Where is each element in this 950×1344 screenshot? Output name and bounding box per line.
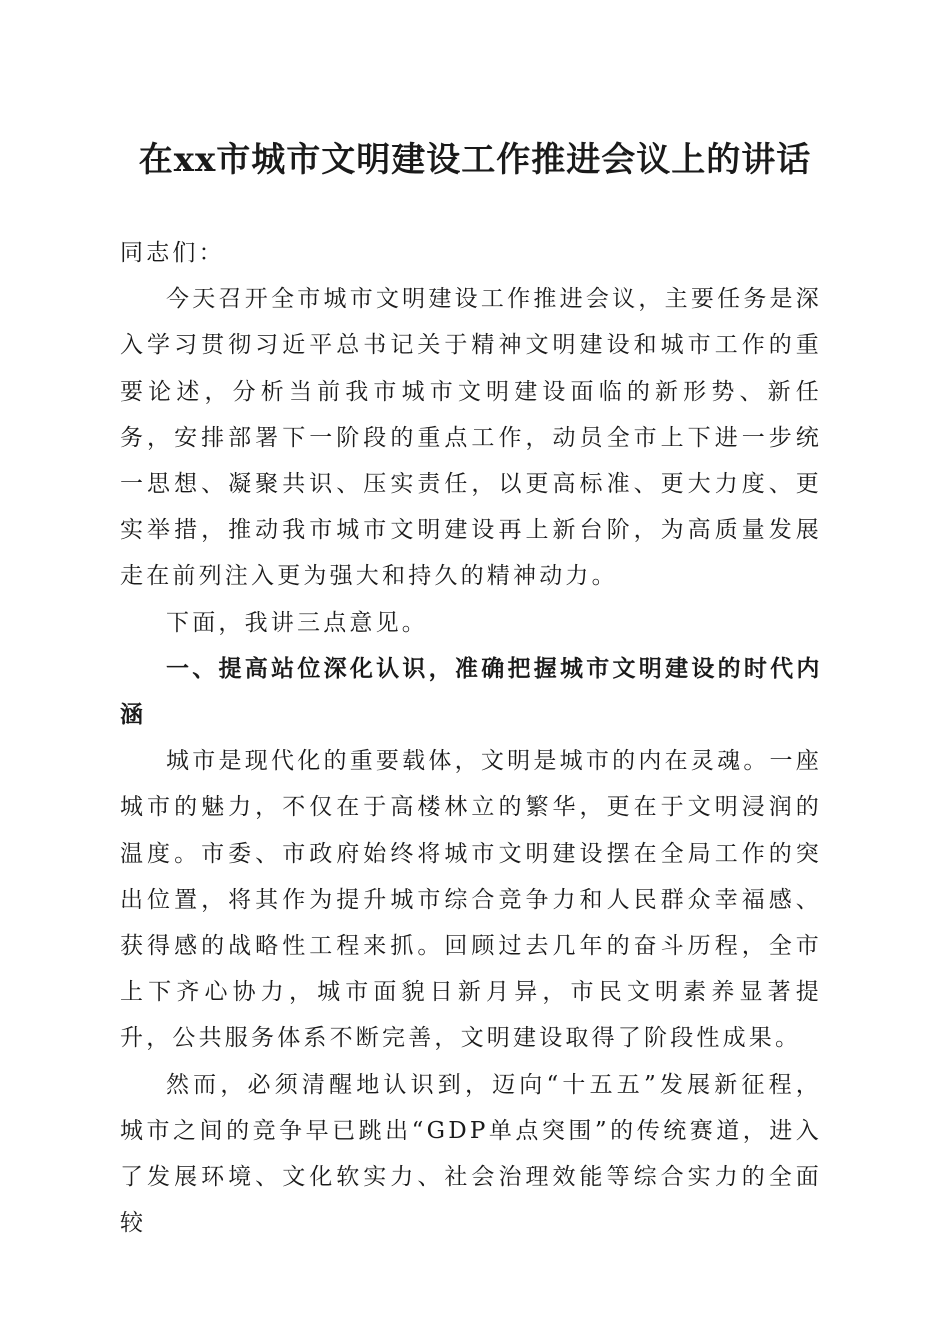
document-body [120, 230, 822, 1246]
section1-paragraph-2: 然而，必须清醒地认识到，迈向“十五五”发展新征程，城市之间的竞争早已跳出“GDP单点突围”的传统赛道，进入了发展环境、文化软实力、社会治理效能等综合实力的全面较 [120, 1071, 822, 1237]
section1-paragraph-1: 城市是现代化的重要载体，文明是城市的内在灵魂。一座城市的魅力，不仅在于高楼林立的繁华，更在于文明浸润的温度。市委、市政府始终将城市文明建设摆在全局工作的突出位置，将其作为提升城市综合竞争力和人民群众幸福感、获得感的战略性工程来抓。回顾过去几年的奋斗历程，全市上下齐心协力，城市面貌日新月异，市民文明素养显著提升，公共服务体系不断完善，文明建设取得了阶段性成果。 [120, 748, 822, 1052]
paragraph-outline: 下面，我讲三点意见。 [166, 609, 428, 636]
salutation: 同志们： [120, 240, 225, 266]
paragraph-intro: 今天召开全市城市文明建设工作推进会议，主要任务是深入学习贯彻习近平总书记关于精神文明建设和城市工作的重要论述，分析当前我市城市文明建设面临的新形势、新任务，安排部署下一阶段的重点工作，动员全市上下进一步统一思想、凝聚共识、压实责任，以更高标准、更大力度、更实举措，推动我市城市文明建设再上新台阶，为高质量发展走在前列注入更为强大和持久的精神动力。 [120, 286, 822, 590]
document-title: 在xx市城市文明建设工作推进会议上的讲话 [138, 140, 812, 180]
section-heading-1: 一、提高站位深化认识，准确把握城市文明建设的时代内涵 [120, 655, 822, 729]
